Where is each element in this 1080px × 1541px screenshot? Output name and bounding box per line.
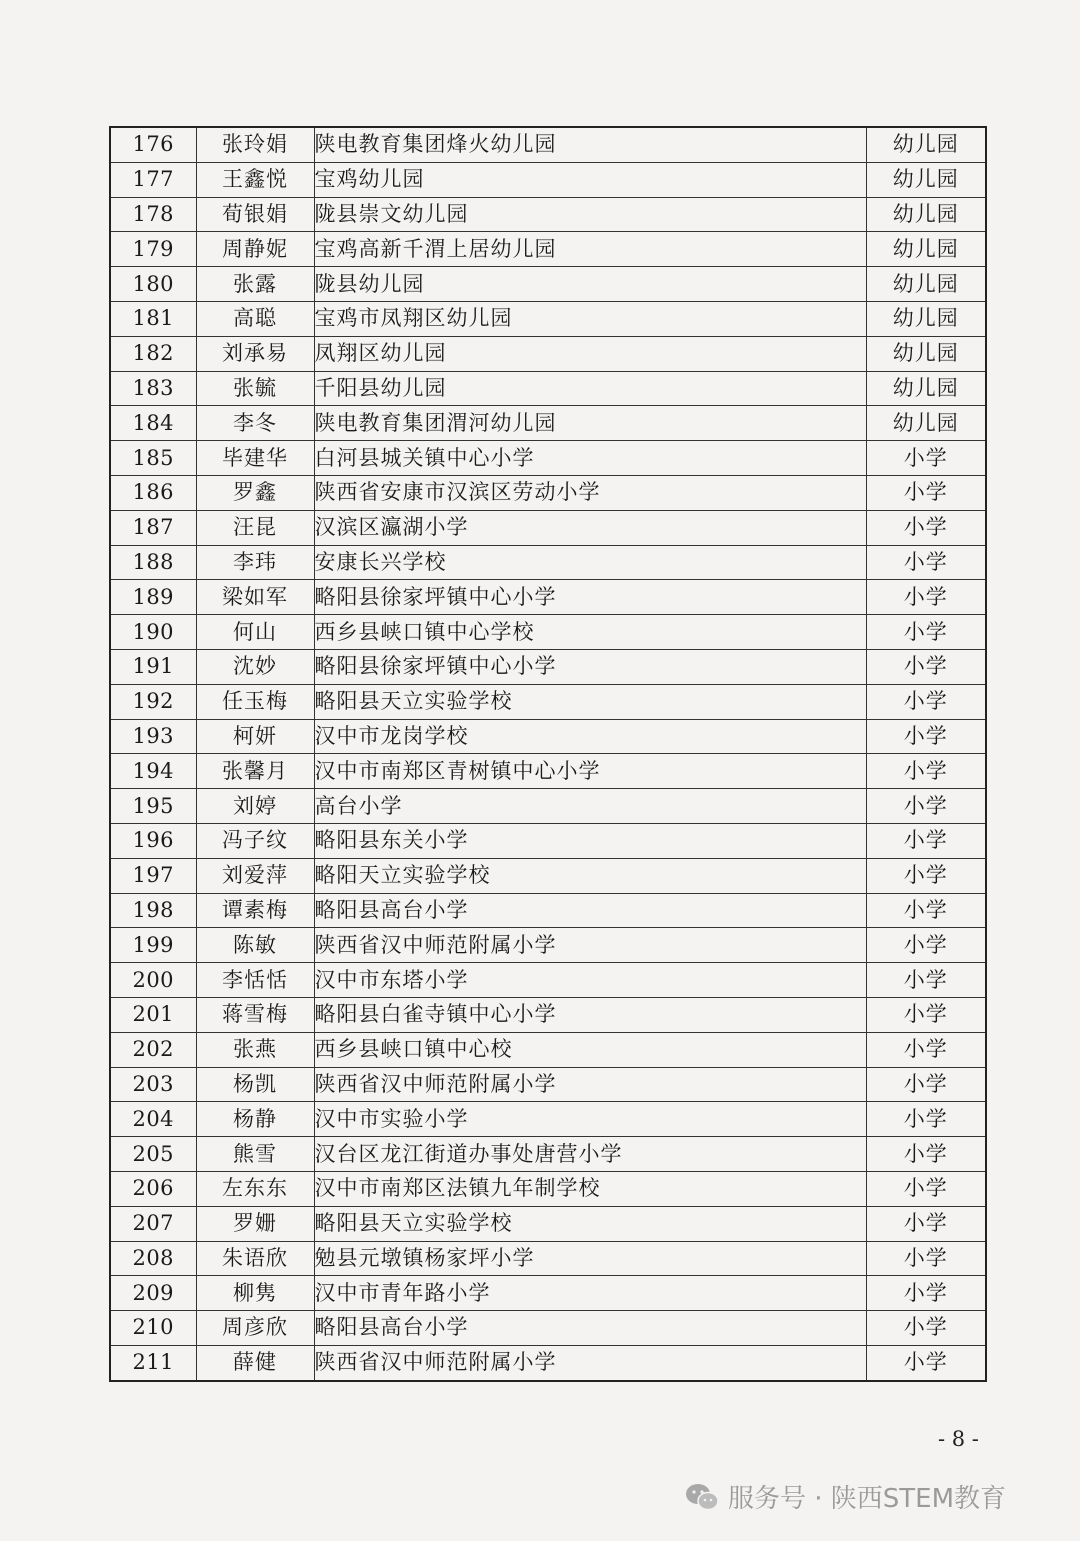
school-name: 汉中市青年路小学 <box>314 1276 866 1311</box>
table-row <box>110 475 986 510</box>
school-name: 略阳县东关小学 <box>314 823 866 858</box>
school-category: 小学 <box>866 858 986 893</box>
table-row <box>110 1206 986 1241</box>
person-name: 杨凯 <box>196 1067 314 1102</box>
school-category: 小学 <box>866 1276 986 1311</box>
table-row <box>110 232 986 267</box>
table-row <box>110 754 986 789</box>
table-row <box>110 789 986 824</box>
person-name: 冯子纹 <box>196 823 314 858</box>
person-name: 罗姗 <box>196 1206 314 1241</box>
row-number: 196 <box>110 823 196 858</box>
row-number: 205 <box>110 1137 196 1172</box>
school-category: 小学 <box>866 684 986 719</box>
row-number: 178 <box>110 197 196 232</box>
row-number: 186 <box>110 475 196 510</box>
table-row <box>110 719 986 754</box>
row-number: 185 <box>110 441 196 476</box>
person-name: 张露 <box>196 267 314 302</box>
school-name: 高台小学 <box>314 789 866 824</box>
table-row <box>110 1241 986 1276</box>
school-name: 安康长兴学校 <box>314 545 866 580</box>
person-name: 高聪 <box>196 301 314 336</box>
table-row <box>110 1102 986 1137</box>
school-category: 小学 <box>866 475 986 510</box>
school-category: 小学 <box>866 997 986 1032</box>
school-category: 小学 <box>866 545 986 580</box>
table-row <box>110 336 986 371</box>
table-row <box>110 1311 986 1346</box>
person-name: 左东东 <box>196 1171 314 1206</box>
school-name: 略阳县徐家坪镇中心小学 <box>314 580 866 615</box>
row-number: 201 <box>110 997 196 1032</box>
page-number: - 8 - <box>938 1427 979 1451</box>
school-name: 陇县幼儿园 <box>314 267 866 302</box>
person-name: 刘婷 <box>196 789 314 824</box>
school-category: 小学 <box>866 1067 986 1102</box>
school-category: 小学 <box>866 649 986 684</box>
school-name: 凤翔区幼儿园 <box>314 336 866 371</box>
school-category: 小学 <box>866 963 986 998</box>
row-number: 202 <box>110 1032 196 1067</box>
person-name: 毕建华 <box>196 441 314 476</box>
school-name: 汉台区龙江街道办事处唐营小学 <box>314 1137 866 1172</box>
school-category: 幼儿园 <box>866 406 986 441</box>
school-category: 小学 <box>866 1311 986 1346</box>
table-row <box>110 1067 986 1102</box>
row-number: 188 <box>110 545 196 580</box>
person-name: 罗鑫 <box>196 475 314 510</box>
row-number: 207 <box>110 1206 196 1241</box>
row-number: 200 <box>110 963 196 998</box>
table-row <box>110 406 986 441</box>
row-number: 179 <box>110 232 196 267</box>
person-name: 王鑫悦 <box>196 162 314 197</box>
row-number: 203 <box>110 1067 196 1102</box>
school-name: 汉中市龙岗学校 <box>314 719 866 754</box>
row-number: 206 <box>110 1171 196 1206</box>
school-category: 小学 <box>866 789 986 824</box>
school-name: 略阳县白雀寺镇中心小学 <box>314 997 866 1032</box>
school-name: 汉中市南郑区法镇九年制学校 <box>314 1171 866 1206</box>
table-row <box>110 441 986 476</box>
school-category: 小学 <box>866 719 986 754</box>
person-name: 沈妙 <box>196 649 314 684</box>
row-number: 177 <box>110 162 196 197</box>
table-row <box>110 580 986 615</box>
table-row <box>110 127 986 162</box>
row-number: 195 <box>110 789 196 824</box>
row-number: 190 <box>110 615 196 650</box>
school-name: 陕电教育集团渭河幼儿园 <box>314 406 866 441</box>
table-row <box>110 1171 986 1206</box>
school-category: 小学 <box>866 1171 986 1206</box>
row-number: 189 <box>110 580 196 615</box>
person-name: 汪昆 <box>196 510 314 545</box>
table-row <box>110 997 986 1032</box>
row-number: 184 <box>110 406 196 441</box>
school-category: 小学 <box>866 615 986 650</box>
school-name: 略阳县天立实验学校 <box>314 684 866 719</box>
row-number: 187 <box>110 510 196 545</box>
school-name: 白河县城关镇中心小学 <box>314 441 866 476</box>
person-name: 熊雪 <box>196 1137 314 1172</box>
school-category: 小学 <box>866 1241 986 1276</box>
table-row <box>110 1032 986 1067</box>
table-row <box>110 1276 986 1311</box>
person-name: 李冬 <box>196 406 314 441</box>
table-row <box>110 510 986 545</box>
person-name: 何山 <box>196 615 314 650</box>
school-category: 幼儿园 <box>866 371 986 406</box>
table-row <box>110 649 986 684</box>
table-row <box>110 162 986 197</box>
school-category: 小学 <box>866 1206 986 1241</box>
school-name: 宝鸡市凤翔区幼儿园 <box>314 301 866 336</box>
person-name: 周彦欣 <box>196 1311 314 1346</box>
row-number: 210 <box>110 1311 196 1346</box>
row-number: 198 <box>110 893 196 928</box>
person-name: 杨静 <box>196 1102 314 1137</box>
table-row <box>110 823 986 858</box>
watermark-text: 服务号 · 陕西STEM教育 <box>728 1484 1007 1514</box>
table-row <box>110 267 986 302</box>
table-row <box>110 893 986 928</box>
table-row <box>110 684 986 719</box>
school-category: 小学 <box>866 1345 986 1380</box>
school-category: 小学 <box>866 1032 986 1067</box>
school-name: 汉中市实验小学 <box>314 1102 866 1137</box>
person-name: 谭素梅 <box>196 893 314 928</box>
school-name: 勉县元墩镇杨家坪小学 <box>314 1241 866 1276</box>
person-name: 薛健 <box>196 1345 314 1380</box>
person-name: 任玉梅 <box>196 684 314 719</box>
person-name: 蒋雪梅 <box>196 997 314 1032</box>
school-name: 略阳县高台小学 <box>314 1311 866 1346</box>
person-name: 张馨月 <box>196 754 314 789</box>
school-name: 汉中市南郑区青树镇中心小学 <box>314 754 866 789</box>
person-name: 柯妍 <box>196 719 314 754</box>
wechat-icon <box>684 1482 720 1512</box>
table-row <box>110 858 986 893</box>
school-category: 小学 <box>866 928 986 963</box>
person-name: 李玮 <box>196 545 314 580</box>
person-name: 张玲娟 <box>196 127 314 162</box>
watermark <box>684 1478 1006 1515</box>
row-number: 208 <box>110 1241 196 1276</box>
school-name: 陕电教育集团烽火幼儿园 <box>314 127 866 162</box>
table-row <box>110 615 986 650</box>
school-name: 略阳县徐家坪镇中心小学 <box>314 649 866 684</box>
person-name: 梁如军 <box>196 580 314 615</box>
school-name: 宝鸡高新千渭上居幼儿园 <box>314 232 866 267</box>
school-category: 幼儿园 <box>866 336 986 371</box>
table-row <box>110 963 986 998</box>
row-number: 192 <box>110 684 196 719</box>
school-category: 小学 <box>866 1137 986 1172</box>
person-name: 刘承易 <box>196 336 314 371</box>
row-number: 194 <box>110 754 196 789</box>
table-row <box>110 928 986 963</box>
table-row <box>110 1137 986 1172</box>
school-category: 小学 <box>866 754 986 789</box>
school-name: 陇县崇文幼儿园 <box>314 197 866 232</box>
row-number: 197 <box>110 858 196 893</box>
row-number: 182 <box>110 336 196 371</box>
row-number: 204 <box>110 1102 196 1137</box>
school-category: 小学 <box>866 823 986 858</box>
person-name: 刘爱萍 <box>196 858 314 893</box>
school-name: 陕西省汉中师范附属小学 <box>314 928 866 963</box>
row-number: 209 <box>110 1276 196 1311</box>
table-row <box>110 545 986 580</box>
person-name: 荀银娟 <box>196 197 314 232</box>
person-name: 李恬恬 <box>196 963 314 998</box>
school-name: 西乡县峡口镇中心学校 <box>314 615 866 650</box>
row-number: 193 <box>110 719 196 754</box>
school-name: 汉滨区瀛湖小学 <box>314 510 866 545</box>
school-category: 小学 <box>866 441 986 476</box>
school-category: 小学 <box>866 1102 986 1137</box>
school-name: 汉中市东塔小学 <box>314 963 866 998</box>
school-category: 幼儿园 <box>866 232 986 267</box>
person-name: 朱语欣 <box>196 1241 314 1276</box>
school-name: 陕西省汉中师范附属小学 <box>314 1345 866 1380</box>
school-name: 宝鸡幼儿园 <box>314 162 866 197</box>
school-category: 小学 <box>866 893 986 928</box>
school-category: 小学 <box>866 510 986 545</box>
school-category: 幼儿园 <box>866 301 986 336</box>
school-name: 陕西省汉中师范附属小学 <box>314 1067 866 1102</box>
person-name: 周静妮 <box>196 232 314 267</box>
table-row <box>110 197 986 232</box>
row-number: 180 <box>110 267 196 302</box>
person-name: 柳隽 <box>196 1276 314 1311</box>
table-row <box>110 371 986 406</box>
school-name: 陕西省安康市汉滨区劳动小学 <box>314 475 866 510</box>
roster-body <box>110 127 986 1381</box>
row-number: 181 <box>110 301 196 336</box>
person-name: 张毓 <box>196 371 314 406</box>
school-category: 幼儿园 <box>866 162 986 197</box>
table-row <box>110 301 986 336</box>
school-name: 西乡县峡口镇中心校 <box>314 1032 866 1067</box>
row-number: 211 <box>110 1345 196 1380</box>
person-name: 张燕 <box>196 1032 314 1067</box>
school-name: 略阳天立实验学校 <box>314 858 866 893</box>
school-name: 千阳县幼儿园 <box>314 371 866 406</box>
person-name: 陈敏 <box>196 928 314 963</box>
school-name: 略阳县天立实验学校 <box>314 1206 866 1241</box>
school-category: 幼儿园 <box>866 127 986 162</box>
school-name: 略阳县高台小学 <box>314 893 866 928</box>
award-roster-table <box>109 126 987 1382</box>
row-number: 183 <box>110 371 196 406</box>
school-category: 幼儿园 <box>866 197 986 232</box>
school-category: 小学 <box>866 580 986 615</box>
table-row <box>110 1345 986 1380</box>
school-category: 幼儿园 <box>866 267 986 302</box>
row-number: 191 <box>110 649 196 684</box>
row-number: 176 <box>110 127 196 162</box>
row-number: 199 <box>110 928 196 963</box>
